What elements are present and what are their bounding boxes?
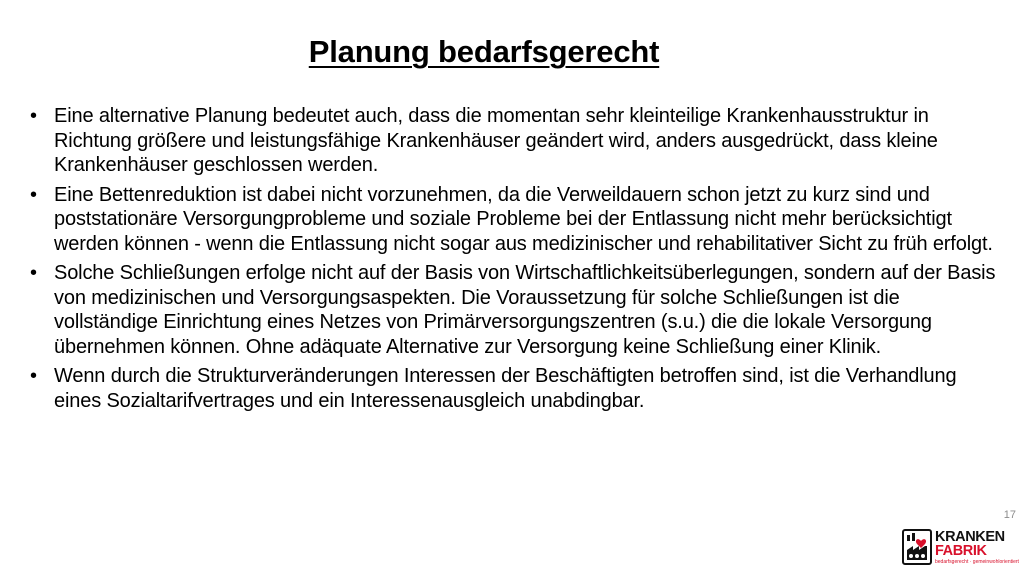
bullet-dot: • xyxy=(30,365,37,387)
bullet-item xyxy=(30,364,1005,413)
bullet-text: Wenn durch die Strukturveränderungen Interessen der Beschäftigten betroffen sind, ist die Verhandlung eines Sozialtarifvertrages und ein Interessenausgleich unabdingbar. xyxy=(54,365,957,412)
bullet-dot: • xyxy=(30,105,37,127)
bullet-list xyxy=(30,104,1005,418)
logo-line-kranken: KRANKEN xyxy=(935,528,1005,545)
page-number: 17 xyxy=(1003,509,1016,521)
bullet-item xyxy=(30,183,1005,257)
heart-factory-icon xyxy=(902,529,932,565)
logo-wordmark xyxy=(935,530,1019,565)
bullet-dot: • xyxy=(30,183,37,206)
bullet-text: Eine Bettenreduktion ist dabei nicht vorzunehmen, da die Verweildauern schon jetzt zu kurz sind und poststationäre Versorgungprobleme und soziale Probleme bei der Entlassung nicht mehr berücksichtigt werden können - wenn die Entlassung nicht sogar aus medizinischer und rehabilitativer Sicht zu früh erfolgt. xyxy=(54,183,993,255)
bullet-text: Solche Schließungen erfolge nicht auf der Basis von Wirtschaftlichkeitsüberlegungen, sondern auf der Basis von medizinischen und Versorgungsaspekten. Die Voraussetzung für solche Schließungen ist die vollständige Einrichtung eines Netzes von Primärversorgungszentren (s.u.) die die lokale Versorgung übernehmen können. Ohne adäquate Alternative zur Versorgung keine Schließung einer Klinik. xyxy=(54,262,996,358)
logo-tagline: bedarfsgerecht · gemeinwohlorientiert xyxy=(935,558,1019,565)
logo-line-fabrik: FABRIK xyxy=(935,543,987,559)
krankenfabrik-logo xyxy=(902,527,1020,567)
bullet-item xyxy=(30,104,1005,178)
bullet-dot: • xyxy=(30,262,37,284)
slide-title: Planung bedarfsgerecht xyxy=(308,34,660,69)
bullet-text: Eine alternative Planung bedeutet auch, dass die momentan sehr kleinteilige Krankenhausstruktur in Richtung größere und leistungsfähige Krankenhäuser geändert wird, anders ausgedrückt, dass kleine Krankenhäuser geschlossen werden. xyxy=(54,105,938,176)
heart-factory-icon-graphic xyxy=(905,532,929,562)
bullet-item xyxy=(30,261,1005,359)
